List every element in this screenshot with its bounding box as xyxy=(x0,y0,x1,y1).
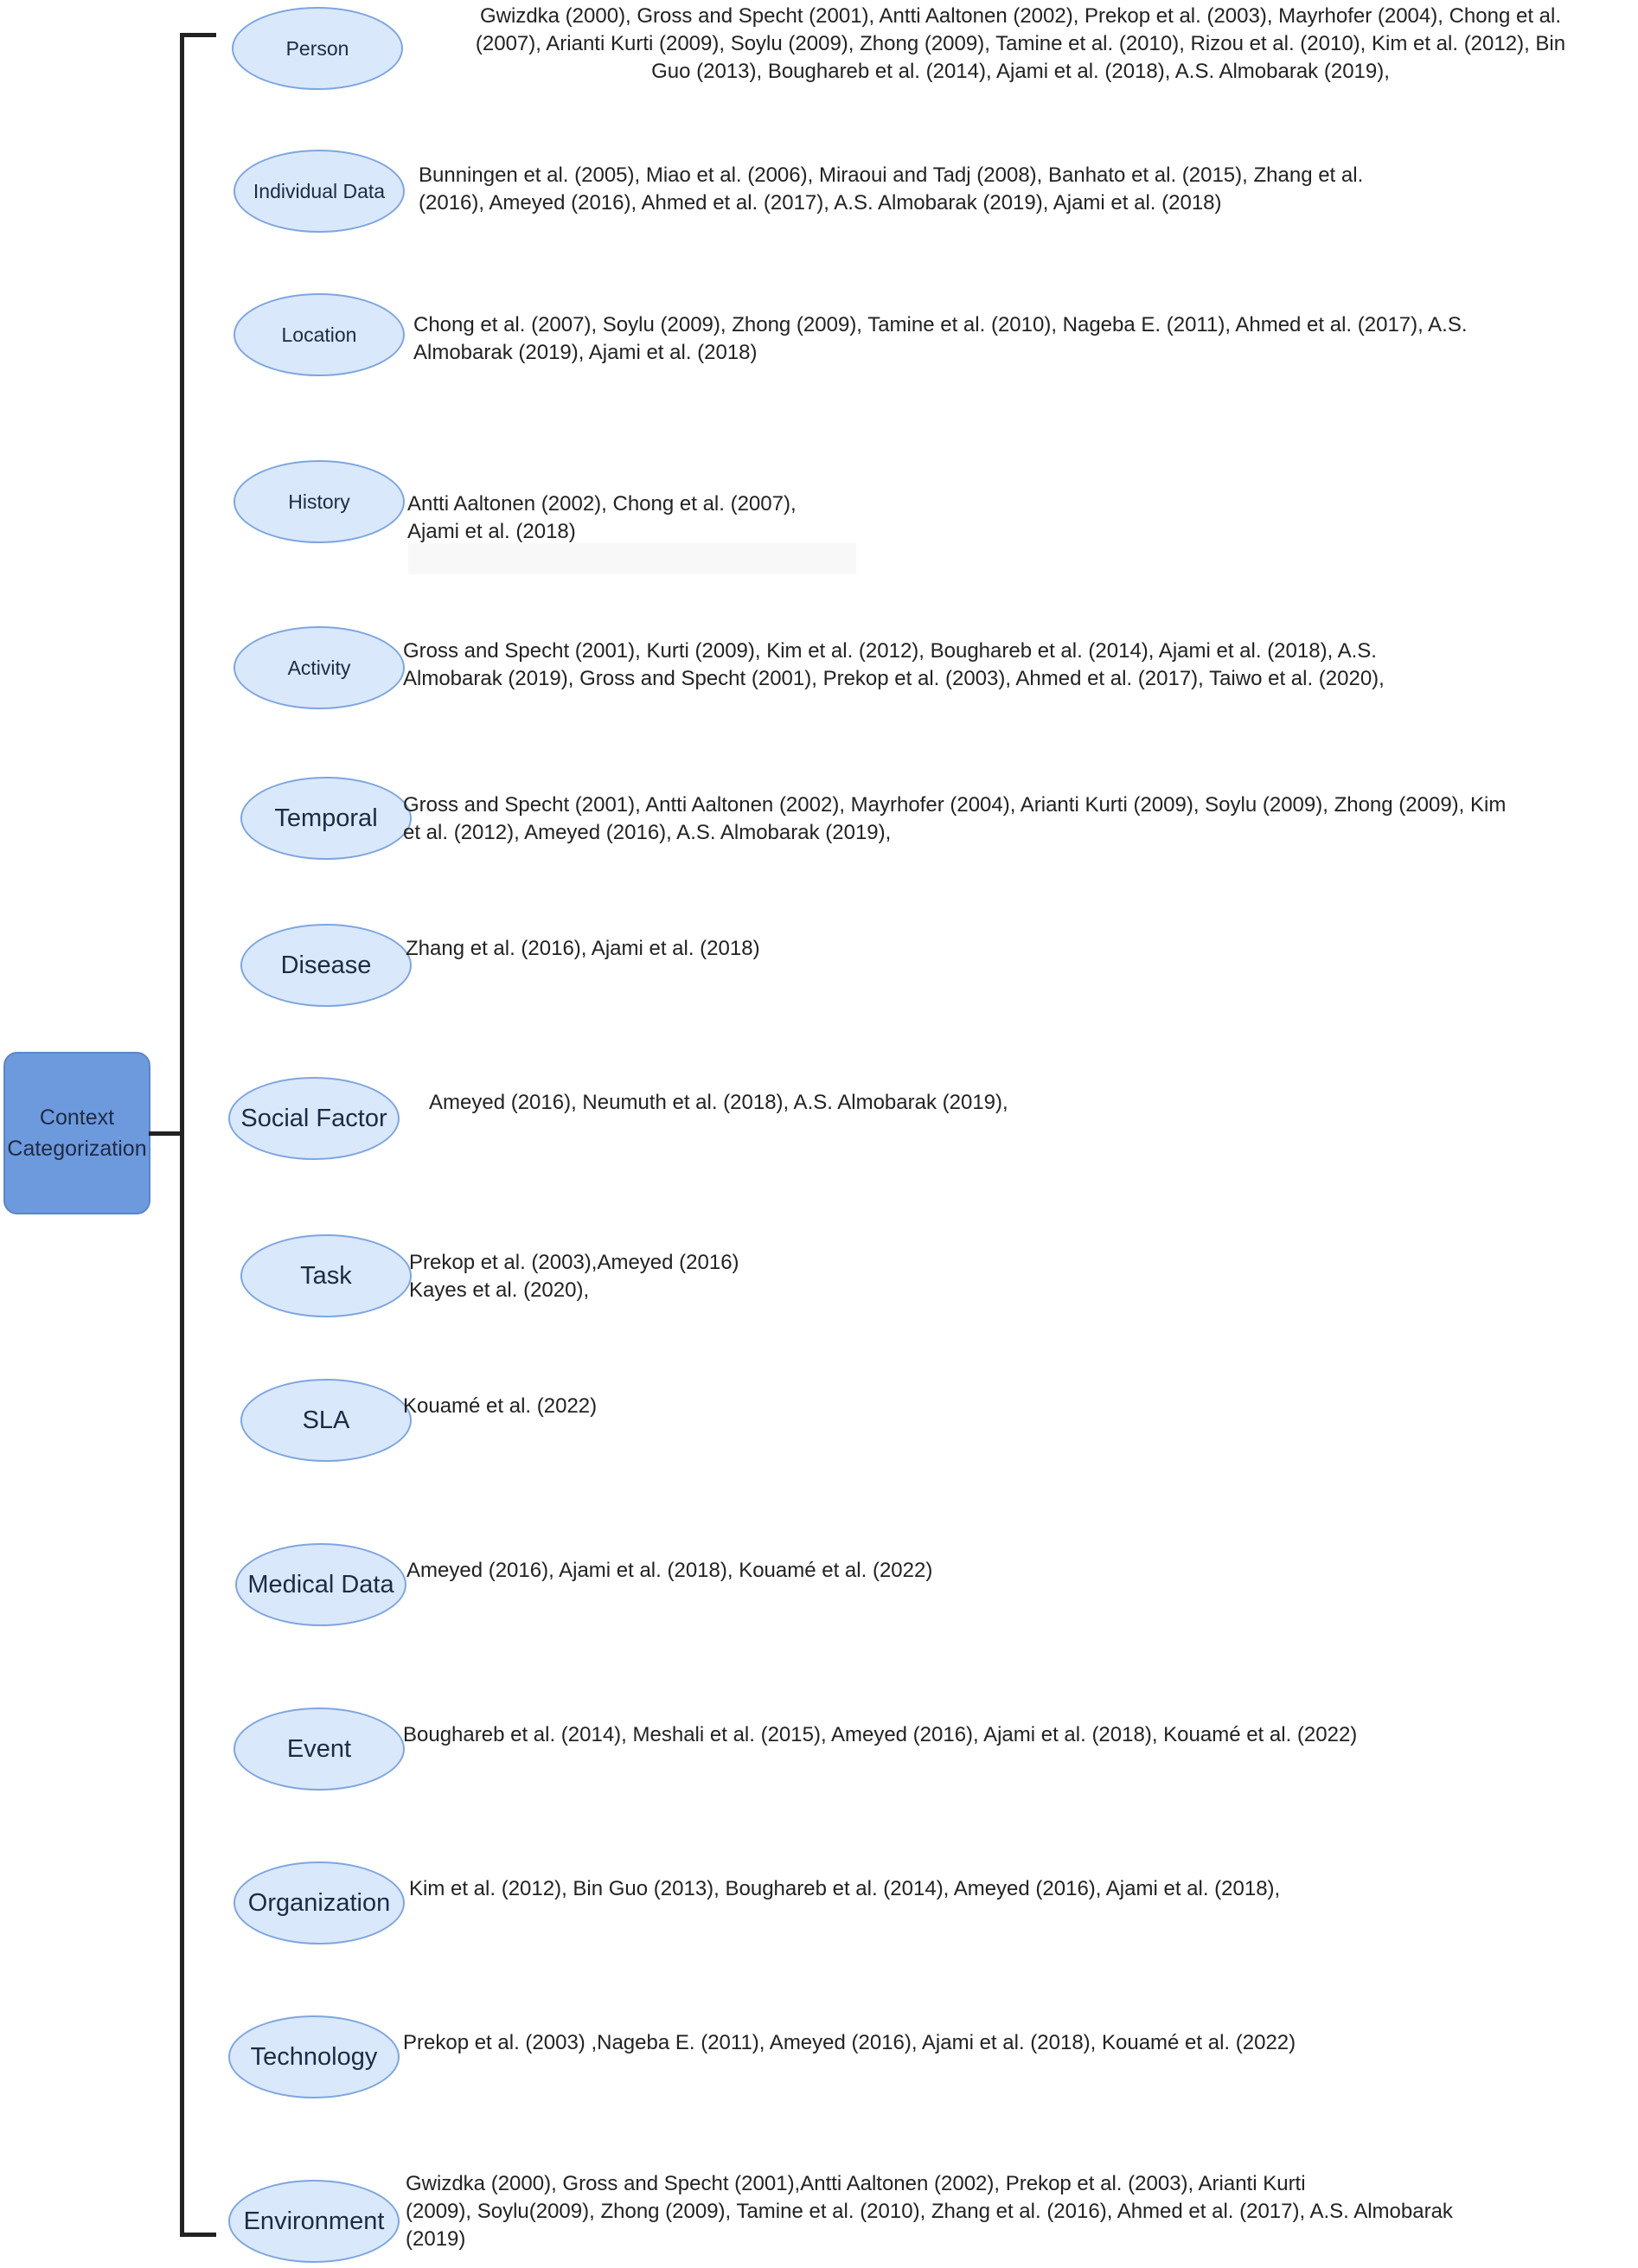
node-disease xyxy=(240,924,412,1007)
bracket-bottom-tick xyxy=(180,2233,216,2237)
refs-history: Antti Aaltonen (2002), Chong et al. (2007), Ajami et al. (2018) xyxy=(407,492,797,543)
node-label: Temporal xyxy=(274,804,378,832)
history-empty-note-box xyxy=(408,543,856,574)
node-individual-data xyxy=(234,150,405,233)
refs-person: Gwizdka (2000), Gross and Specht (2001), Antti Aaltonen (2002), Prekop et al. (2003), Mayrhofer (2004), Chong et al. (2007), Arianti Kurti (2009), Soylu (2009), Zhong (2009), Tamine et al. (2010), Rizou et al. (2010), Kim et al. (2012), Bin Guo (2013), Boughareb et al. (2014), Ajami et al. (2018), A.S. Almobarak (2019), xyxy=(475,4,1566,83)
node-label: Person xyxy=(285,36,349,60)
node-label: Organization xyxy=(247,1888,391,1917)
node-social-factor xyxy=(228,1077,400,1160)
node-label: Activity xyxy=(287,656,351,679)
node-history xyxy=(234,460,405,543)
refs-task: Prekop et al. (2003),Ameyed (2016) Kayes et al. (2020), xyxy=(409,1251,739,1302)
node-organization xyxy=(234,1861,405,1944)
root-node-context-categorization xyxy=(3,1052,150,1214)
node-task xyxy=(240,1234,412,1317)
node-label: Individual Data xyxy=(253,179,386,202)
node-location xyxy=(234,293,405,376)
node-medical-data xyxy=(235,1543,406,1626)
node-label: History xyxy=(288,490,350,513)
bracket-top-tick xyxy=(180,33,216,37)
refs-individual-data: Bunningen et al. (2005), Miao et al. (2006), Miraoui and Tadj (2008), Banhato et al. (2015), Zhang et al. (2016), Ameyed (2016), Ahmed et al. (2017), A.S. Almobarak (2019), Ajami et al. (2018) xyxy=(419,163,1364,215)
node-label: Task xyxy=(300,1261,352,1290)
node-activity xyxy=(234,626,405,709)
node-label: Medical Data xyxy=(247,1570,394,1598)
node-person xyxy=(232,7,403,90)
node-sla xyxy=(240,1379,412,1462)
refs-activity: Gross and Specht (2001), Kurti (2009), Kim et al. (2012), Boughareb et al. (2014), Ajami et al. (2018), A.S. Almobarak (2019), Gross and Specht (2001), Prekop et al. (2003), Ahmed et al. (2017), Taiwo et al. (2020), xyxy=(403,639,1385,690)
root-connector-line xyxy=(149,1131,183,1136)
node-label: Social Factor xyxy=(240,1104,387,1132)
node-event xyxy=(234,1707,405,1791)
node-technology xyxy=(228,2015,400,2098)
node-label: Technology xyxy=(250,2042,378,2071)
refs-social-factor: Ameyed (2016), Neumuth et al. (2018), A.S. Almobarak (2019), xyxy=(429,1091,1008,1114)
refs-environment: Gwizdka (2000), Gross and Specht (2001),Antti Aaltonen (2002), Prekop et al. (2003), Arianti Kurti (2009), Soylu(2009), Zhong (2009), Tamine et al. (2010), Zhang et al. (2016), Ahmed et al. (2017), A.S. Almobarak (2019) xyxy=(406,2172,1453,2251)
node-environment xyxy=(228,2180,400,2263)
node-temporal xyxy=(240,777,412,860)
refs-sla: Kouamé et al. (2022) xyxy=(403,1394,598,1418)
bracket-vertical-line xyxy=(180,33,184,2237)
node-label: Location xyxy=(281,323,357,346)
refs-medical-data: Ameyed (2016), Ajami et al. (2018), Kouamé et al. (2022) xyxy=(406,1559,933,1582)
node-label: Disease xyxy=(280,951,372,979)
refs-organization: Kim et al. (2012), Bin Guo (2013), Boughareb et al. (2014), Ameyed (2016), Ajami et al. (2018), xyxy=(409,1877,1281,1900)
refs-disease: Zhang et al. (2016), Ajami et al. (2018) xyxy=(406,937,760,960)
node-label: SLA xyxy=(302,1406,350,1434)
node-label: Event xyxy=(286,1734,352,1763)
root-node-label: Context Categorization xyxy=(7,1105,147,1161)
node-label: Environment xyxy=(243,2207,385,2235)
refs-location: Chong et al. (2007), Soylu (2009), Zhong (2009), Tamine et al. (2010), Nageba E. (2011), Ahmed et al. (2017), A.S. Almobarak (2019), Ajami et al. (2018) xyxy=(413,313,1468,364)
refs-technology: Prekop et al. (2003) ,Nageba E. (2011), Ameyed (2016), Ajami et al. (2018), Kouamé et al. (2022) xyxy=(403,2031,1296,2054)
refs-event: Boughareb et al. (2014), Meshali et al. (2015), Ameyed (2016), Ajami et al. (2018), Kouamé et al. (2022) xyxy=(403,1723,1358,1746)
refs-temporal: Gross and Specht (2001), Antti Aaltonen (2002), Mayrhofer (2004), Arianti Kurti (2009), Soylu (2009), Zhong (2009), Kim et al. (2012), Ameyed (2016), A.S. Almobarak (2019), xyxy=(403,793,1507,844)
